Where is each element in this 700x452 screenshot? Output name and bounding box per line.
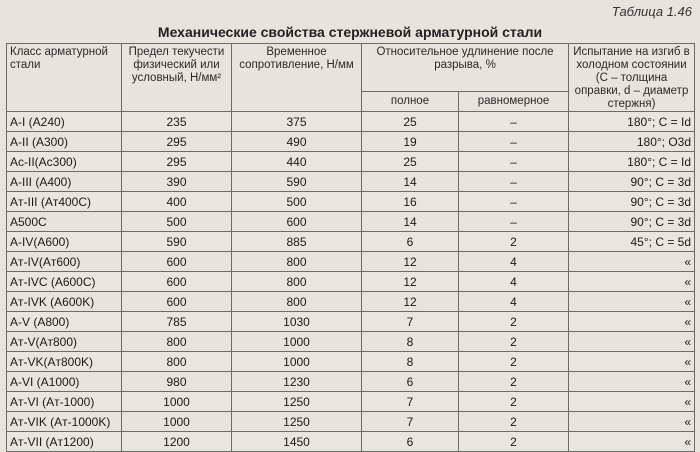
cell-class: Aт-VII (Aт1200) bbox=[7, 432, 122, 452]
header-elongation: Относительное удлинение после разрыва, % bbox=[362, 44, 569, 92]
cell-yield: 600 bbox=[122, 252, 232, 272]
cell-yield: 295 bbox=[122, 152, 232, 172]
cell-bend-test: 180°; O3d bbox=[569, 132, 695, 152]
cell-class: Aт-VIK (Aт-1000K) bbox=[7, 412, 122, 432]
properties-table bbox=[6, 43, 695, 452]
table-row bbox=[7, 132, 695, 152]
cell-elongation-uniform: 2 bbox=[459, 312, 569, 332]
cell-elongation-full: 8 bbox=[362, 352, 459, 372]
cell-elongation-full: 14 bbox=[362, 212, 459, 232]
cell-elongation-full: 7 bbox=[362, 312, 459, 332]
cell-yield: 800 bbox=[122, 352, 232, 372]
table-row bbox=[7, 412, 695, 432]
cell-tensile: 500 bbox=[232, 192, 362, 212]
header-class: Класс арматурной стали bbox=[7, 44, 122, 112]
table-number: Таблица 1.46 bbox=[611, 4, 692, 19]
cell-elongation-uniform: – bbox=[459, 132, 569, 152]
cell-elongation-full: 19 bbox=[362, 132, 459, 152]
cell-class: A-II (A300) bbox=[7, 132, 122, 152]
cell-bend-test: « bbox=[569, 252, 695, 272]
table-row bbox=[7, 332, 695, 352]
cell-tensile: 800 bbox=[232, 252, 362, 272]
table-row bbox=[7, 232, 695, 252]
cell-class: Ac-II(Ac300) bbox=[7, 152, 122, 172]
cell-elongation-full: 25 bbox=[362, 112, 459, 132]
cell-yield: 295 bbox=[122, 132, 232, 152]
table-row bbox=[7, 172, 695, 192]
cell-elongation-uniform: 2 bbox=[459, 392, 569, 412]
header-elongation-uniform: равномерное bbox=[459, 92, 569, 112]
cell-bend-test: « bbox=[569, 292, 695, 312]
cell-elongation-uniform: 2 bbox=[459, 352, 569, 372]
cell-bend-test: « bbox=[569, 432, 695, 452]
cell-class: Aт-IV(Aт600) bbox=[7, 252, 122, 272]
cell-bend-test: 45°; C = 5d bbox=[569, 232, 695, 252]
cell-bend-test: 90°; C = 3d bbox=[569, 172, 695, 192]
cell-elongation-uniform: 4 bbox=[459, 292, 569, 312]
cell-elongation-full: 12 bbox=[362, 252, 459, 272]
cell-class: Aт-III (Aт400С) bbox=[7, 192, 122, 212]
cell-yield: 590 bbox=[122, 232, 232, 252]
cell-yield: 785 bbox=[122, 312, 232, 332]
table-row bbox=[7, 292, 695, 312]
cell-class: A-VI (A1000) bbox=[7, 372, 122, 392]
cell-yield: 980 bbox=[122, 372, 232, 392]
table-row bbox=[7, 252, 695, 272]
cell-elongation-full: 6 bbox=[362, 232, 459, 252]
cell-elongation-full: 7 bbox=[362, 392, 459, 412]
header-tensile: Временное сопротивление, Н/мм bbox=[232, 44, 362, 112]
cell-tensile: 375 bbox=[232, 112, 362, 132]
cell-elongation-full: 6 bbox=[362, 372, 459, 392]
table-row bbox=[7, 272, 695, 292]
cell-tensile: 1250 bbox=[232, 392, 362, 412]
table-row bbox=[7, 312, 695, 332]
cell-elongation-full: 12 bbox=[362, 292, 459, 312]
cell-bend-test: « bbox=[569, 312, 695, 332]
cell-bend-test: « bbox=[569, 352, 695, 372]
cell-class: Aт-IVC (A600C) bbox=[7, 272, 122, 292]
cell-elongation-uniform: 4 bbox=[459, 272, 569, 292]
cell-tensile: 1450 bbox=[232, 432, 362, 452]
header-bend-test: Испытание на изгиб в холодном состоянии (С – толщина оправки, d – диаметр стержня) bbox=[569, 44, 695, 112]
cell-yield: 1200 bbox=[122, 432, 232, 452]
cell-class: A500C bbox=[7, 212, 122, 232]
cell-bend-test: « bbox=[569, 392, 695, 412]
table-row bbox=[7, 192, 695, 212]
cell-bend-test: 90°; C = 3d bbox=[569, 212, 695, 232]
cell-elongation-full: 7 bbox=[362, 412, 459, 432]
cell-class: Aт-VK(Aт800K) bbox=[7, 352, 122, 372]
table-row bbox=[7, 112, 695, 132]
header-elongation-full: полное bbox=[362, 92, 459, 112]
cell-elongation-uniform: 2 bbox=[459, 232, 569, 252]
cell-elongation-uniform: – bbox=[459, 152, 569, 172]
cell-elongation-uniform: – bbox=[459, 112, 569, 132]
cell-yield: 235 bbox=[122, 112, 232, 132]
cell-elongation-uniform: 2 bbox=[459, 432, 569, 452]
cell-bend-test: « bbox=[569, 272, 695, 292]
cell-class: Aт-V(Aт800) bbox=[7, 332, 122, 352]
cell-tensile: 1230 bbox=[232, 372, 362, 392]
cell-elongation-uniform: 2 bbox=[459, 332, 569, 352]
cell-yield: 390 bbox=[122, 172, 232, 192]
cell-tensile: 590 bbox=[232, 172, 362, 192]
cell-bend-test: « bbox=[569, 372, 695, 392]
cell-yield: 1000 bbox=[122, 412, 232, 432]
table-row bbox=[7, 352, 695, 372]
cell-yield: 800 bbox=[122, 332, 232, 352]
cell-yield: 400 bbox=[122, 192, 232, 212]
cell-tensile: 885 bbox=[232, 232, 362, 252]
table-row bbox=[7, 372, 695, 392]
cell-tensile: 490 bbox=[232, 132, 362, 152]
table-row bbox=[7, 392, 695, 412]
cell-elongation-uniform: 2 bbox=[459, 412, 569, 432]
cell-tensile: 1030 bbox=[232, 312, 362, 332]
header-yield: Предел текучести физический или условный, Н/мм² bbox=[122, 44, 232, 112]
cell-elongation-full: 12 bbox=[362, 272, 459, 292]
cell-elongation-full: 16 bbox=[362, 192, 459, 212]
cell-bend-test: « bbox=[569, 412, 695, 432]
cell-bend-test: 180°; C = Id bbox=[569, 112, 695, 132]
table-body bbox=[7, 112, 695, 452]
cell-tensile: 1000 bbox=[232, 332, 362, 352]
cell-tensile: 600 bbox=[232, 212, 362, 232]
cell-class: A-IV(A600) bbox=[7, 232, 122, 252]
cell-yield: 600 bbox=[122, 272, 232, 292]
cell-elongation-uniform: 2 bbox=[459, 372, 569, 392]
cell-class: A-III (A400) bbox=[7, 172, 122, 192]
table-row bbox=[7, 152, 695, 172]
cell-tensile: 800 bbox=[232, 292, 362, 312]
cell-elongation-full: 14 bbox=[362, 172, 459, 192]
cell-elongation-full: 8 bbox=[362, 332, 459, 352]
table-title: Механические свойства стержневой арматурной стали bbox=[157, 24, 543, 40]
cell-tensile: 1000 bbox=[232, 352, 362, 372]
cell-yield: 500 bbox=[122, 212, 232, 232]
cell-tensile: 800 bbox=[232, 272, 362, 292]
cell-elongation-uniform: – bbox=[459, 192, 569, 212]
cell-elongation-full: 6 bbox=[362, 432, 459, 452]
cell-bend-test: « bbox=[569, 332, 695, 352]
cell-elongation-uniform: – bbox=[459, 172, 569, 192]
cell-elongation-uniform: – bbox=[459, 212, 569, 232]
cell-elongation-full: 25 bbox=[362, 152, 459, 172]
cell-class: A-I (A240) bbox=[7, 112, 122, 132]
cell-elongation-uniform: 4 bbox=[459, 252, 569, 272]
cell-yield: 1000 bbox=[122, 392, 232, 412]
cell-bend-test: 90°; C = 3d bbox=[569, 192, 695, 212]
cell-class: A-V (A800) bbox=[7, 312, 122, 332]
cell-yield: 600 bbox=[122, 292, 232, 312]
table-row bbox=[7, 212, 695, 232]
cell-class: Aт-IVK (A600K) bbox=[7, 292, 122, 312]
cell-bend-test: 180°; C = Id bbox=[569, 152, 695, 172]
cell-tensile: 1250 bbox=[232, 412, 362, 432]
cell-tensile: 440 bbox=[232, 152, 362, 172]
cell-class: Aт-VI (Aт-1000) bbox=[7, 392, 122, 412]
